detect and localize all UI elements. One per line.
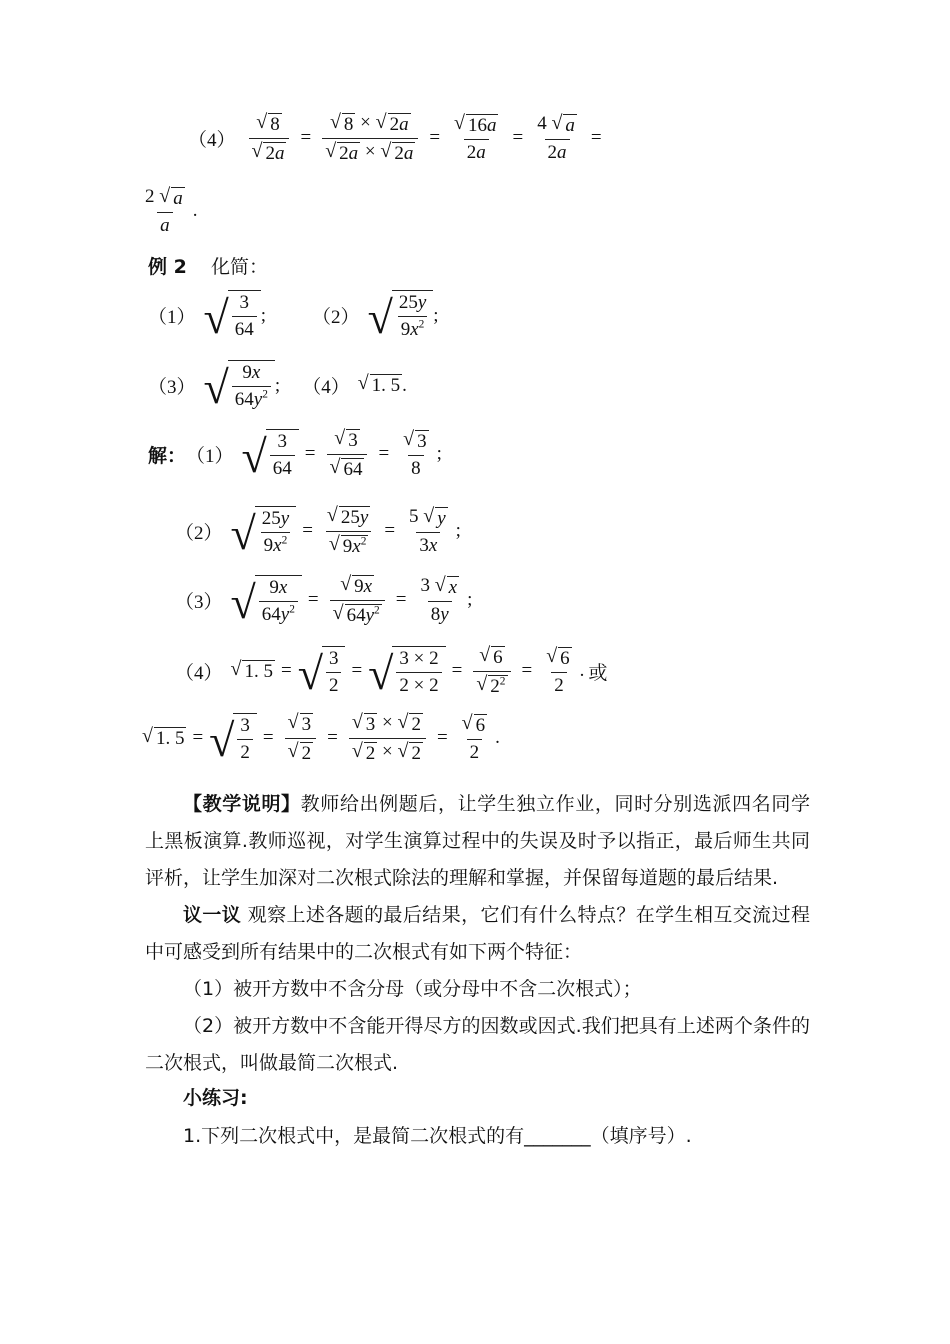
fraction: √ 6 2 <box>546 644 570 696</box>
solution-label: （4） <box>175 662 223 684</box>
radical: √ $\frac{25y}{9x^2}$ <box>231 506 297 557</box>
radical: √ $\frac{3}{64}$ <box>204 290 261 341</box>
solution-label: （3） <box>175 591 223 613</box>
fraction: √ 9x √ $64y^2$ <box>330 574 385 627</box>
radical: √ $\frac{3}{2}$ <box>298 646 346 697</box>
fraction: √ 6 2 <box>461 711 486 763</box>
problem-row-2: （3） √ $\frac{9x}{64y^2}$ ; （4） √ 1. 5 . <box>148 362 407 413</box>
trailing-period: . <box>192 200 198 222</box>
radical: √ 1. 5 <box>230 657 273 682</box>
fraction: √ 16a 2a <box>454 111 497 163</box>
fraction: √ 3 √ 64 <box>327 428 368 481</box>
fraction: 2 √ a a <box>145 185 183 236</box>
problem-row-1: （1） √ $\frac{3}{64}$ ; （2） √ $\frac{25y}{9x^2}$ ; <box>148 292 439 343</box>
radical: √ $\frac{3}{64}$ <box>242 429 299 480</box>
radical: √ $\frac{3 \times 2}{2 \times 2}$ <box>368 646 445 697</box>
problem-label: （2） <box>312 307 360 328</box>
fraction: 4 √ a 2a <box>537 111 575 163</box>
radical: √ $\frac{3}{2}$ <box>209 713 257 764</box>
solution-prefix: 解： <box>148 444 187 467</box>
problem-label: （1） <box>148 307 196 328</box>
feature-1: （1）被开方数中不含分母（或分母中不含二次根式）； <box>183 978 642 1000</box>
teaching-note <box>145 786 810 897</box>
fraction: √ 6 √ $2^2$ <box>473 645 510 698</box>
radical: √ $\frac{25y}{9x^2}$ <box>368 290 434 341</box>
fraction: 5 √ y 3x <box>409 504 446 556</box>
fraction: 3 √ x 8y <box>420 573 458 625</box>
solution-label: （1） <box>186 445 234 467</box>
fraction: √ 3 × √ 2 √ 2 × √ 2 <box>349 712 426 765</box>
solution-2: （2） √ $\frac{25y}{9x^2}$ = √ 25y √ $9x^2$ = 5 √ y 3x ; <box>175 504 461 559</box>
practice-title: 小练习: <box>183 1087 248 1109</box>
solution-1: 解： （1） √ $\frac{3}{64}$ = √ 3 √ 64 = √ 3 8 ; <box>148 427 442 482</box>
equation-label: （4） <box>188 129 236 151</box>
equation-continuation-4: （4） √ 8 √ 2a = √ 8 × √ 2a √ 2a × √ 2a = √ 16a 2a = 4 √ a 2a = <box>188 111 602 164</box>
example-heading <box>148 252 268 279</box>
radical: √ 1. 5 <box>357 372 401 397</box>
radical: √ 1. 5 <box>142 724 185 749</box>
fraction: √ 8 √ 2a <box>249 112 290 165</box>
example-title: 例 2 <box>148 256 187 278</box>
solution-3: （3） √ $\frac{9x}{64y^2}$ = √ 9x √ $64y^2$ = 3 √ x 8y ; <box>175 573 473 628</box>
fraction: √ 3 8 <box>403 427 427 479</box>
discuss-paragraph <box>145 897 810 971</box>
equation-result <box>142 186 197 237</box>
fraction: √ 25y √ $9x^2$ <box>324 505 373 558</box>
teaching-note-label: 【教学说明】 <box>183 793 301 815</box>
teaching-note-text: 教师给出例题后，让学生独立作业，同时分别选派四名同学上黑板演算.教师巡视，对学生演算过程中的失误及时予以指正，最后师生共同评析，让学生加深对二次根式除法的理解和掌握，并保留每道题的最后结果. <box>145 793 810 889</box>
solution-4-alternative: √ 1. 5 = √ $\frac{3}{2}$ = √ 3 √ 2 = √ 3 × √ 2 √ 2 × √ 2 = √ 6 2 . <box>142 711 500 766</box>
radical: √ $\frac{9x}{64y^2}$ <box>231 575 302 626</box>
discuss-title: 议一议 <box>183 904 242 926</box>
radical: √ $\frac{9x}{64y^2}$ <box>204 360 275 411</box>
example-instruction: 化简： <box>211 256 269 278</box>
problem-label: （4） <box>302 377 350 398</box>
or-word: 或 <box>588 661 608 684</box>
solution-4: （4） √ 1. 5 = √ $\frac{3}{2}$ = √ $\frac{3 \times 2}{2 \times 2}$ = √ 6 √ $2^2$ = √ 6 2 . 或 <box>175 644 608 699</box>
discuss-text: 观察上述各题的最后结果，它们有什么特点？在学生相互交流过程中可感受到所有结果中的二次根式有如下两个特征： <box>145 904 810 963</box>
solution-label: （2） <box>175 522 223 544</box>
practice-question-1: 1.下列二次根式中，是最简二次根式的有_______（填序号）. <box>183 1125 692 1147</box>
feature-2: （2）被开方数中不含能开得尽方的因数或因式.我们把具有上述两个条件的二次根式，叫做最简二次根式. <box>145 1015 810 1074</box>
fraction: √ 3 √ 2 <box>285 712 316 765</box>
problem-label: （3） <box>148 377 196 398</box>
fraction: √ 8 × √ 2a √ 2a × √ 2a <box>322 112 418 165</box>
